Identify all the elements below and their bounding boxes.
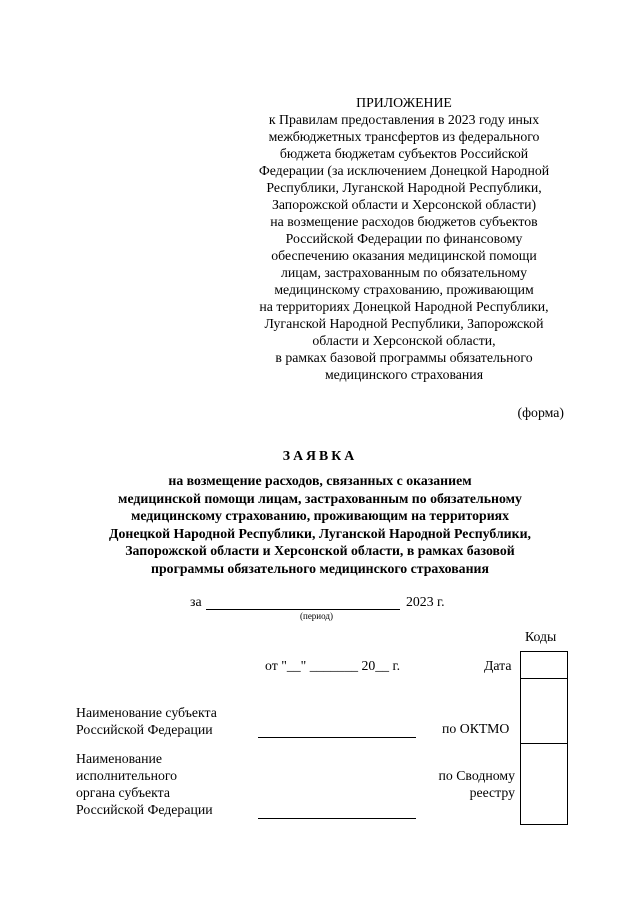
appendix-line: межбюджетных трансфертов из федерального (268, 129, 540, 144)
appendix-line: Луганской Народной Республики, Запорожской (264, 316, 544, 331)
date-label: Дата (484, 658, 512, 673)
executive-body-label-line: Российской Федерации (76, 802, 213, 817)
subject-name-label-line: Наименование субъекта (76, 705, 217, 720)
appendix-line: Российской Федерации по финансовому (285, 231, 523, 246)
subtitle-line: Донецкой Народной Республики, Луганской Народной Республики, (109, 525, 531, 541)
date-code-box[interactable] (520, 651, 568, 679)
subtitle-line: на возмещение расходов, связанных с оказанием (168, 473, 472, 488)
appendix-line: обеспечению оказания медицинской помощи (271, 248, 537, 263)
registry-label (438, 767, 515, 801)
appendix-line: медицинского страхования (324, 367, 484, 382)
codes-header: Коды (525, 629, 557, 644)
subject-name-label (76, 704, 217, 738)
subtitle-line: Запорожской области и Херсонской области, в рамках базовой (125, 543, 515, 558)
appendix-header (238, 94, 570, 383)
executive-body-label-line: исполнительного (76, 768, 178, 783)
subject-name-field[interactable] (258, 737, 416, 738)
registry-label-line: по Сводному (438, 768, 515, 783)
period-year: 2023 г. (406, 594, 445, 609)
subtitle-line: медицинскому страхованию, проживающим на территориях (130, 508, 510, 523)
subtitle-line: медицинской помощи лицам, застрахованным по обязательному (118, 490, 522, 506)
oktmo-code-box[interactable] (520, 678, 568, 744)
registry-label-line: реестру (469, 785, 515, 800)
subtitle-line: программы обязательного медицинского страхования (151, 560, 489, 576)
appendix-line: Республики, Луганской Народной Республики, (266, 180, 542, 195)
period-caption: (период) (300, 611, 333, 621)
appendix-line: к Правилам предоставления в 2023 году иных (268, 112, 540, 127)
form-note: (форма) (517, 405, 564, 420)
appendix-line: лицам, застрахованным по обязательному (280, 265, 528, 280)
executive-body-label-line: органа субъекта (76, 785, 170, 800)
document-subtitle (40, 472, 600, 577)
subject-name-label-line: Российской Федерации (76, 722, 213, 737)
appendix-line: медицинскому страхованию, проживающим (274, 282, 534, 297)
executive-body-label-line: Наименование (76, 751, 162, 766)
appendix-line: области и Херсонской области, (312, 333, 496, 348)
registry-code-box[interactable] (520, 743, 568, 825)
appendix-line: в рамках базовой программы обязательного (275, 350, 533, 365)
executive-body-label (76, 750, 213, 818)
appendix-line: Запорожской области и Херсонской области) (271, 197, 537, 212)
appendix-line: ПРИЛОЖЕНИЕ (356, 95, 452, 110)
period-field[interactable] (206, 609, 400, 610)
appendix-line: на возмещение расходов бюджетов субъектов (270, 214, 538, 229)
appendix-line: Федерации (за исключением Донецкой Народной (258, 163, 550, 178)
date-line[interactable]: от "__" _______ 20__ г. (265, 658, 401, 673)
oktmo-label: по ОКТМО (442, 721, 510, 736)
appendix-line: на территориях Донецкой Народной Республики, (259, 299, 549, 314)
period-prefix: за (190, 594, 202, 609)
executive-body-field[interactable] (258, 818, 416, 819)
document-title: ЗАЯВКА (282, 448, 358, 463)
appendix-line: бюджета бюджетам субъектов Российской (279, 146, 529, 161)
